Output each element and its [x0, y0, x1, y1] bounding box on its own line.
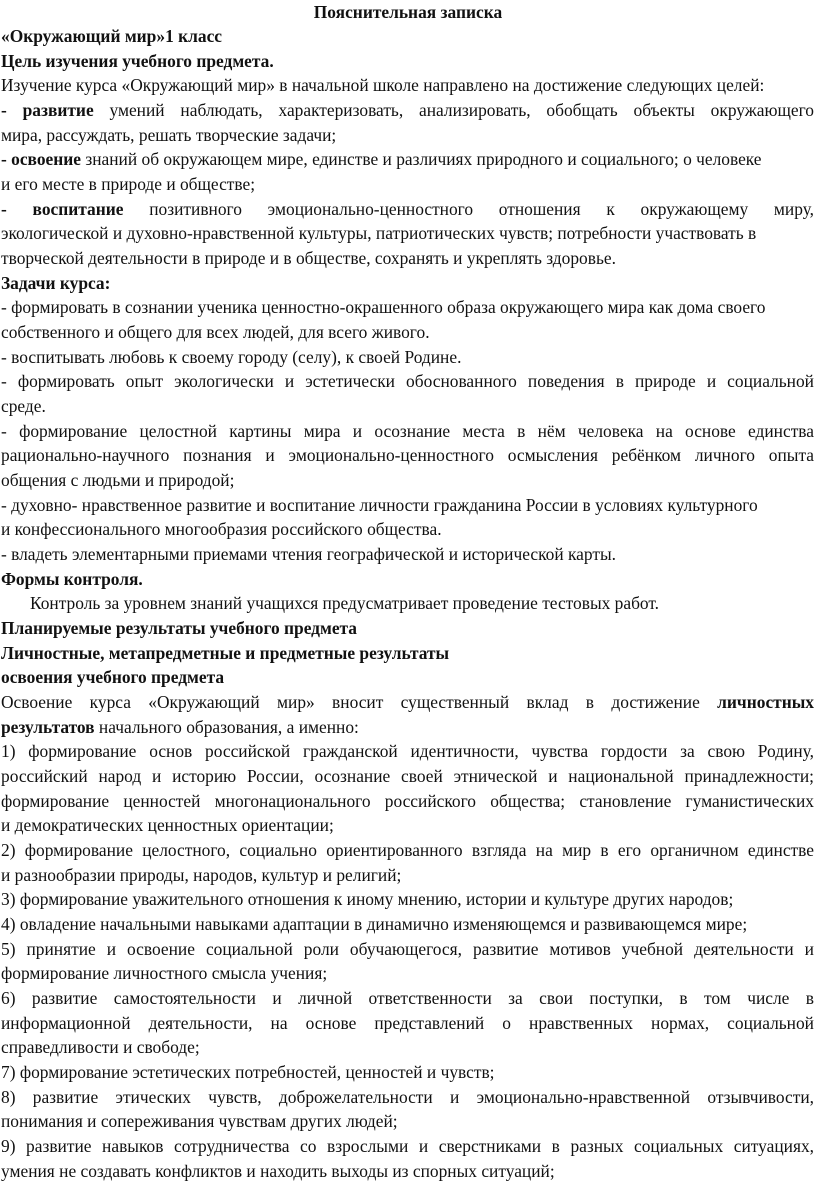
goal-item-3-line-1: - воспитание позитивного эмоционально-ценностного отношения к окружающему миру, — [1, 199, 814, 219]
results-heading: Планируемые результаты учебного предмета — [1, 618, 357, 638]
results-intro-line-2: результатов начального образования, а именно: — [1, 717, 359, 737]
result-item-line: информационной деятельности, на основе представлений о нравственных нормах, социальной — [1, 1013, 814, 1033]
goal-item-3-line-2: экологической и духовно-нравственной культуры, патриотических чувств; потребности участвовать в — [1, 223, 757, 243]
results-subheading-2: освоения учебного предмета — [1, 667, 225, 687]
result-item-line: умения не создавать конфликтов и находить выходы из спорных ситуаций; — [1, 1161, 555, 1181]
result-item-line: формирование личностного смысла учения; — [1, 963, 328, 983]
control-text: Контроль за уровнем знаний учащихся предусматривает проведение тестовых работ. — [30, 593, 660, 613]
tasks-heading: Задачи курса: — [1, 273, 111, 293]
goal-item-3-line-3: творческой деятельности в природе и в обществе, сохранять и укреплять здоровье. — [1, 248, 616, 268]
doc-title: Пояснительная записка — [313, 2, 503, 22]
result-item-line: 8) развитие этических чувств, доброжелательности и эмоционально-нравственной отзывчивости, — [1, 1087, 814, 1107]
goal-item-1-line-2: мира, рассуждать, решать творческие задачи; — [1, 125, 337, 145]
goal-item-1-lead: - развитие — [1, 100, 94, 120]
course-name: «Окружающий мир» — [1, 26, 166, 46]
result-item-line: 7) формирование эстетических потребностей, ценностей и чувств; — [1, 1062, 495, 1082]
task-line: и конфессионального многообразия российского общества. — [1, 519, 442, 539]
task-line: рационально-научного познания и эмоционально-ценностного осмысления ребёнком личного опыта — [1, 445, 814, 465]
result-item-line: и разнообразии природы, народов, культур и религий; — [1, 865, 402, 885]
result-item-line: понимания и сопереживания чувствам других людей; — [1, 1111, 398, 1131]
result-item-line: и демократических ценностных ориентации; — [1, 815, 334, 835]
task-line: - владеть элементарными приемами чтения географической и исторической карты. — [1, 544, 616, 564]
result-item-line: 4) овладение начальными навыками адаптации в динамично изменяющемся и развивающемся мире; — [1, 914, 748, 934]
result-item-line: формирование ценностей многонационального российского общества; становление гуманистических — [1, 791, 814, 811]
goal-item-2-line-2: и его месте в природе и обществе; — [1, 174, 256, 194]
course-title — [1, 24, 814, 49]
result-item-line: 2) формирование целостного, социально ориентированного взгляда на мир в его органичном единстве — [1, 840, 814, 860]
result-item-line: 5) принятие и освоение социальной роли обучающегося, развитие мотивов учебной деятельности и — [1, 939, 814, 959]
goal-item-1-line-1: - развитие умений наблюдать, характеризовать, анализировать, обобщать объекты окружающего — [1, 100, 814, 120]
course-grade: 1 класс — [165, 26, 223, 46]
task-line: собственного и общего для всех людей, для всего живого. — [1, 322, 430, 342]
task-line: - воспитывать любовь к своему городу (селу), к своей Родине. — [1, 347, 462, 367]
goal-heading: Цель изучения учебного предмета. — [1, 51, 274, 71]
result-item-line: 3) формирование уважительного отношения к иному мнению, истории и культуре других народов; — [1, 889, 734, 909]
results-intro-line-1: Освоение курса «Окружающий мир» вносит существенный вклад в достижение личностных — [1, 692, 814, 712]
result-item-line: 6) развитие самостоятельности и личной ответственности за свои поступки, в том числе в — [1, 988, 814, 1008]
result-item-line: российский народ и историю России, осознание своей этнической и национальной принадлежности; — [1, 766, 814, 786]
task-line: общения с людьми и природой; — [1, 470, 235, 490]
goal-item-3-lead: - воспитание — [1, 199, 124, 219]
goal-intro: Изучение курса «Окружающий мир» в начальной школе направлено на достижение следующих целей: — [1, 75, 765, 95]
task-line: среде. — [1, 396, 46, 416]
task-line: - духовно- нравственное развитие и воспитание личности гражданина России в условиях культурного — [1, 495, 758, 515]
result-item-line: справедливости и свободе; — [1, 1037, 200, 1057]
goal-item-2-lead: - освоение — [1, 149, 81, 169]
goal-item-2-line-1: - освоение знаний об окружающем мире, единстве и различиях природного и социального; о человеке — [1, 149, 762, 169]
results-subheading-1: Личностные, метапредметные и предметные результаты — [1, 643, 450, 663]
control-heading: Формы контроля. — [1, 569, 143, 589]
task-line: - формировать в сознании ученика ценностно-окрашенного образа окружающего мира как дома своего — [1, 297, 766, 317]
result-item-line: 1) формирование основ российской гражданской идентичности, чувства гордости за свою Родину, — [1, 741, 814, 761]
task-line: - формирование целостной картины мира и осознание места в нём человека на основе единства — [1, 421, 814, 441]
result-item-line: 9) развитие навыков сотрудничества со взрослыми и сверстниками в разных социальных ситуациях, — [1, 1136, 814, 1156]
personal-results-term: личностных — [717, 692, 814, 712]
task-line: - формировать опыт экологически и эстетически обоснованного поведения в природе и социальной — [1, 371, 814, 391]
